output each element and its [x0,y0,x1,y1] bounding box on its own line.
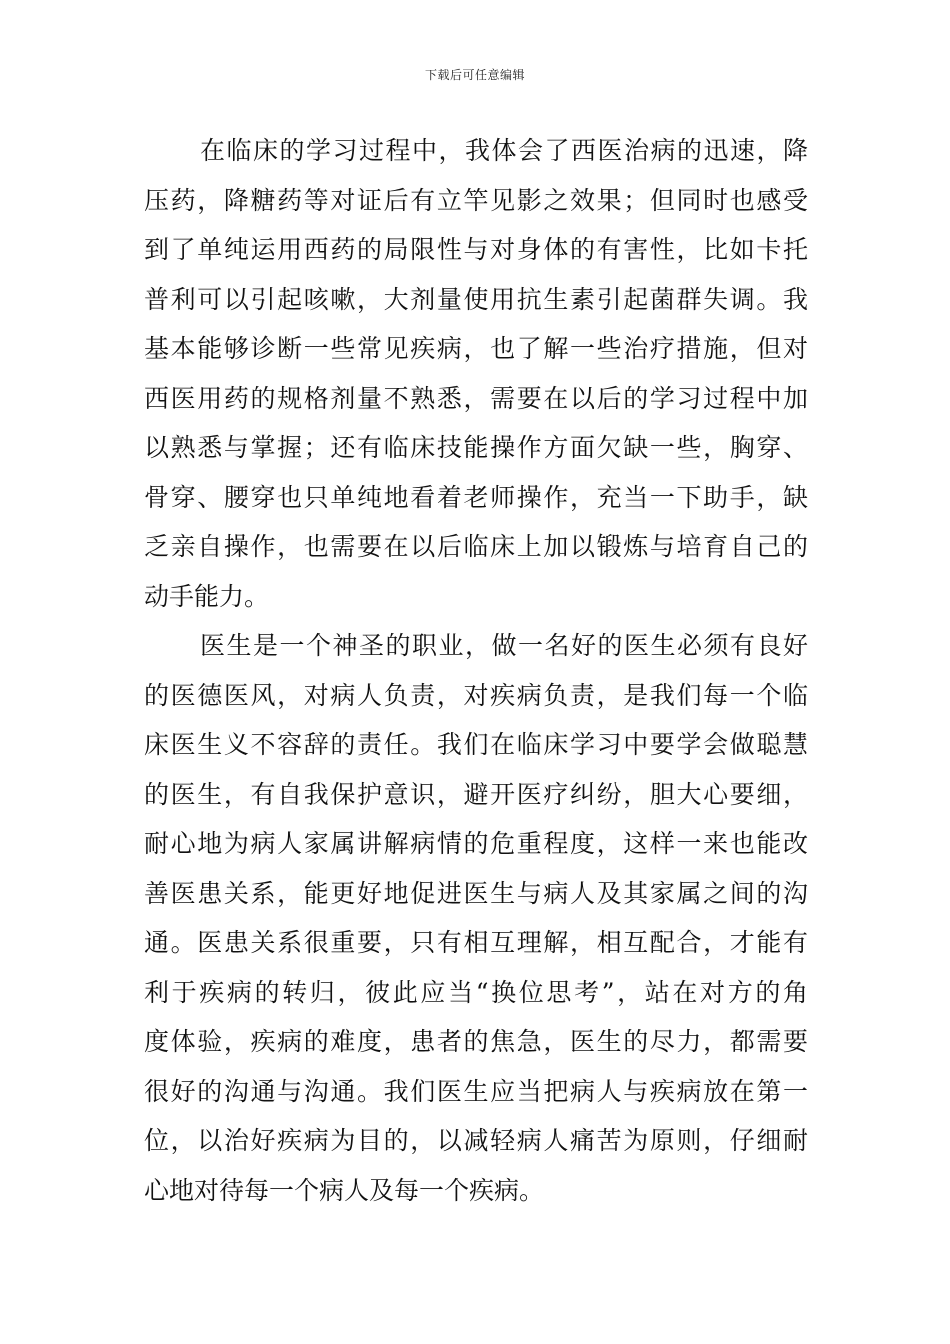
text-line: 耐心地为病人家属讲解病情的危重程度，这样一来也能改 [144,829,808,858]
text-line: 压药，降糖药等对证后有立竿见影之效果；但同时也感受 [144,185,808,215]
text-line: 基本能够诊断一些常见疾病，也了解一些治疗措施，但对 [144,334,808,363]
text-line: 通。医患关系很重要，只有相互理解，相互配合，才能有 [144,928,808,957]
text-line: 到了单纯运用西药的局限性与对身体的有害性，比如卡托 [144,235,808,264]
text-line: 动手能力。 [144,581,270,611]
text-line: 很好的沟通与沟通。我们医生应当把病人与疾病放在第一 [144,1076,808,1106]
text-line: 乏亲自操作，也需要在以后临床上加以锻炼与培育自己的 [144,532,808,561]
text-line: 善医患关系，能更好地促进医生与病人及其家属之间的沟 [144,878,808,908]
text-line: 利于疾病的转归，彼此应当“换位思考”，站在对方的角 [144,977,808,1007]
document-body [144,126,808,1215]
page-header: 下载后可任意编辑 [424,68,525,82]
text-line: 床医生义不容辞的责任。我们在临床学习中要学会做聪慧 [144,730,808,759]
text-line: 西医用药的规格剂量不熟悉，需要在以后的学习过程中加 [144,383,808,413]
paragraph-medical-ethics [144,621,808,1215]
text-line: 普利可以引起咳嗽，大剂量使用抗生素引起菌群失调。我 [144,284,808,314]
text-line: 度体验，疾病的难度，患者的焦急，医生的尽力，都需要 [144,1027,808,1056]
text-line: 的医生，有自我保护意识，避开医疗纠纷，胆大心要细， [144,779,808,809]
text-line: 以熟悉与掌握；还有临床技能操作方面欠缺一些，胸穿、 [144,433,808,462]
text-line: 的医德医风，对病人负责，对疾病负责，是我们每一个临 [144,680,808,710]
text-line: 医生是一个神圣的职业，做一名好的医生必须有良好 [200,631,808,660]
text-line: 心地对待每一个病人及每一个疾病。 [144,1175,545,1205]
paragraph-clinical-learning [144,126,808,621]
text-line: 位，以治好疾病为目的，以减轻病人痛苦为原则，仔细耐 [144,1126,808,1155]
text-line: 骨穿、腰穿也只单纯地看着老师操作，充当一下助手，缺 [144,482,808,512]
text-line: 在临床的学习过程中，我体会了西医治病的迅速，降 [200,136,808,165]
